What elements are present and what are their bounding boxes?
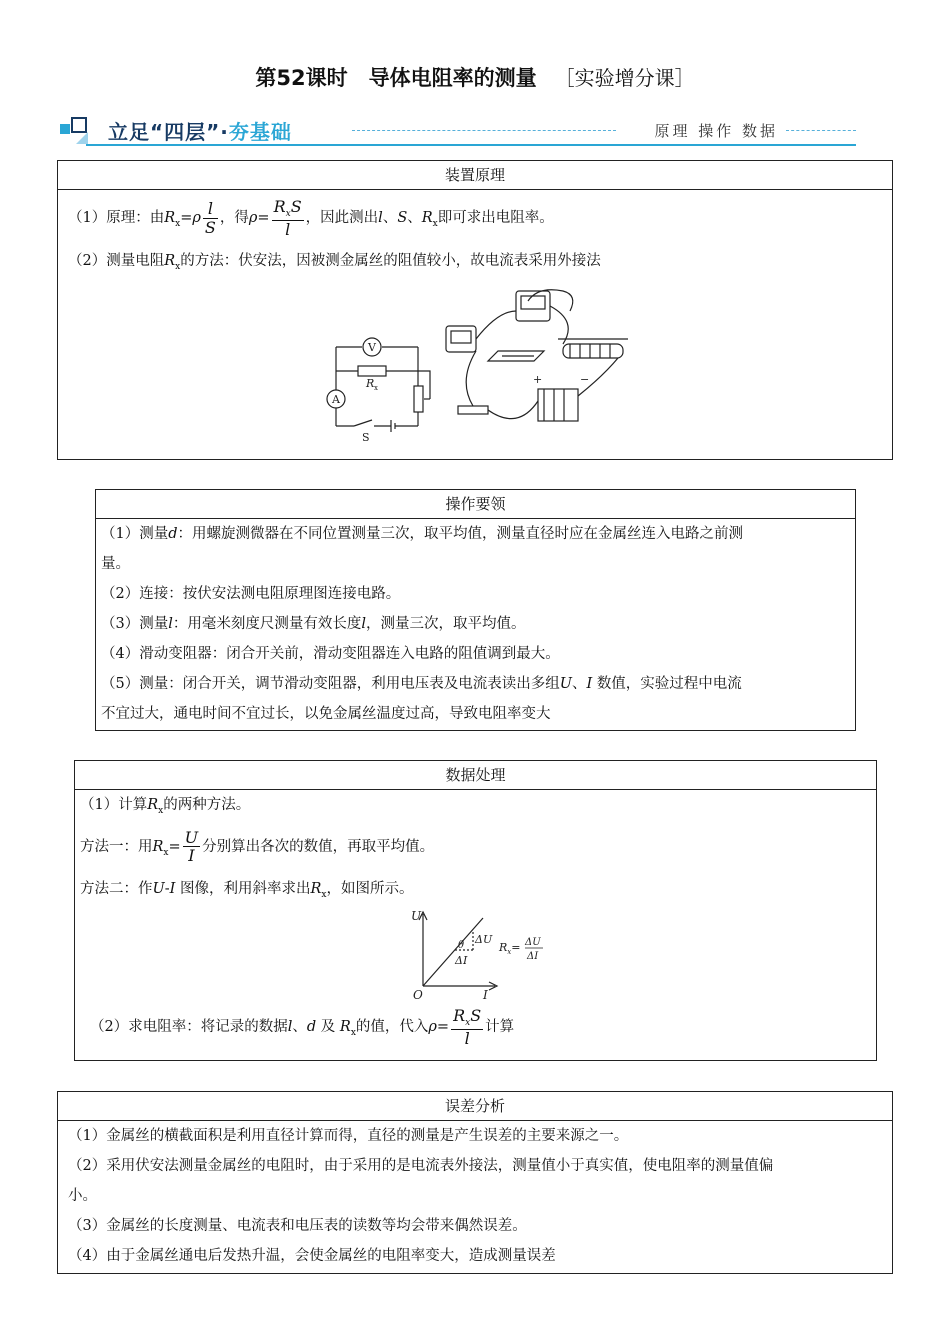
svg-text:ΔU: ΔU bbox=[475, 933, 493, 946]
data-line-2: 方法一：用$R_x=$ $\frac{U}{I}$ 分别算出各次的数值，再取平均值。 bbox=[80, 827, 435, 866]
data-box bbox=[74, 760, 877, 1061]
error-line-4: （3）金属丝的长度测量、电流表和电压表的读数等均会带来偶然误差。 bbox=[68, 1218, 527, 1234]
principle-line-2: （2）测量电阻$R_x$的方法：伏安法，因被测金属丝的阻值较小，故电流表采用外接法 bbox=[68, 252, 601, 272]
operation-line-1b: 量。 bbox=[101, 556, 130, 572]
operation-line-3: （3）测量l：用毫米刻度尺测量有效长度l，测量三次，取平均值。 bbox=[101, 616, 526, 632]
banner-divider bbox=[352, 130, 616, 131]
data-line-4: （2）求电阻率：将记录的数据l、d 及 $R_x$的值，代入ρ= $\frac{R_xS}{l}$ 计算 bbox=[90, 1005, 515, 1048]
svg-text:+: + bbox=[533, 373, 543, 386]
svg-text:Rx=: $R_x=$ bbox=[499, 941, 521, 956]
data-line-1: （1）计算$R_x$的两种方法。 bbox=[80, 797, 251, 816]
svg-text:U: U bbox=[411, 909, 422, 923]
svg-text:R: R bbox=[366, 377, 375, 390]
operation-line-5: （5）测量：闭合开关，调节滑动变阻器，利用电压表及电流表读出多组U、I 数值，实验过程中电流 bbox=[101, 676, 742, 692]
banner-divider-right bbox=[786, 130, 856, 131]
principle-box bbox=[57, 160, 893, 460]
data-line-3: 方法二：作U-I 图像，利用斜率求出$R_x$，如图所示。 bbox=[80, 880, 414, 900]
svg-text:−: − bbox=[580, 373, 590, 386]
svg-text:S: S bbox=[362, 431, 370, 444]
error-header: 误差分析 bbox=[58, 1092, 892, 1121]
error-line-1: （1）金属丝的横截面积是利用直径计算而得，直径的测量是产生误差的主要来源之一。 bbox=[68, 1128, 629, 1144]
svg-text:x: x bbox=[374, 384, 378, 392]
principle-header: 装置原理 bbox=[58, 161, 892, 190]
svg-text:I: I bbox=[483, 988, 488, 1001]
error-box bbox=[57, 1091, 893, 1274]
banner-keywords: 原理 操作 数据 bbox=[654, 122, 778, 140]
operation-line-1: （1）测量d：用螺旋测微器在不同位置测量三次，取平均值，测量直径时应在金属丝连入电路之前测 bbox=[101, 526, 744, 542]
error-line-5: （4）由于金属丝通电后发热升温，会使金属丝的电阻率变大，造成测量误差 bbox=[68, 1248, 556, 1264]
svg-text:ΔI: ΔI bbox=[527, 951, 539, 962]
operation-header: 操作要领 bbox=[96, 490, 855, 519]
data-header: 数据处理 bbox=[75, 761, 876, 790]
svg-text:O: O bbox=[413, 988, 423, 1001]
operation-line-6: 不宜过大，通电时间不宜过长，以免金属丝温度过高，导致电阻率变大 bbox=[101, 706, 551, 722]
operation-box bbox=[95, 489, 856, 731]
svg-text:θ: θ bbox=[458, 940, 465, 951]
error-line-2: （2）采用伏安法测量金属丝的电阻时，由于采用的是电流表外接法，测量值小于真实值，使电阻率的测量值偏 bbox=[68, 1158, 774, 1174]
circuit-figure bbox=[58, 281, 894, 456]
svg-text:ΔI: ΔI bbox=[455, 954, 468, 967]
error-line-3: 小。 bbox=[68, 1188, 97, 1204]
operation-line-4: （4）滑动变阻器：闭合开关前，滑动变阻器连入电路的阻值调到最大。 bbox=[101, 646, 560, 662]
page-title: 第52课时 导体电阻率的测量 ［实验增分课］ bbox=[255, 66, 695, 90]
ui-graph-figure bbox=[75, 906, 878, 1001]
svg-text:V: V bbox=[368, 341, 376, 354]
banner-underline bbox=[86, 144, 856, 146]
banner-title: 立足“四层”·夯基础 bbox=[108, 120, 292, 144]
svg-text:ΔU: ΔU bbox=[525, 937, 541, 948]
section-banner bbox=[56, 114, 856, 150]
principle-line-1: （1）原理：由$R_x=\rho$ $\frac{l}{S}$ ，得ρ= $\frac{R_xS}{l}$ ，因此测出l、S、$R_x$即可求出电阻率。 bbox=[68, 196, 554, 239]
operation-line-2: （2）连接：按伏安法测电阻原理图连接电路。 bbox=[101, 586, 401, 602]
svg-text:A: A bbox=[332, 393, 340, 406]
